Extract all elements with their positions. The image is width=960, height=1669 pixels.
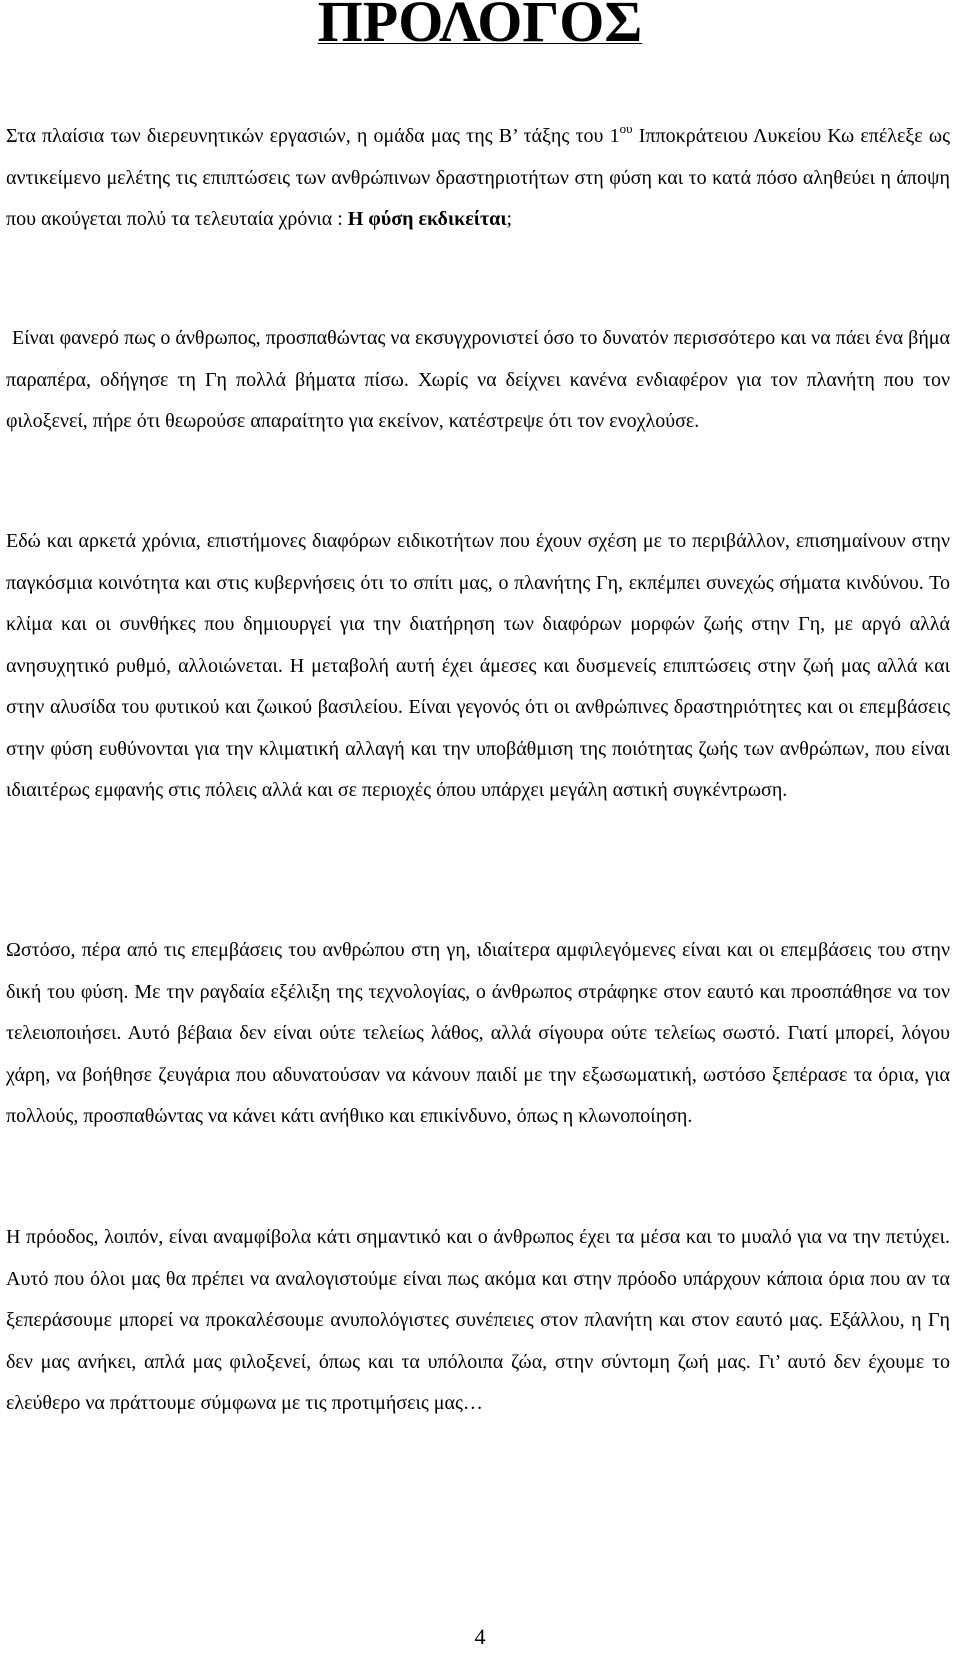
paragraph-intro bbox=[6, 116, 950, 241]
paragraph-intro-bold-question: Η φύση εκδικείται bbox=[347, 208, 507, 230]
paragraph-intro-end: ; bbox=[506, 208, 513, 230]
paragraph-human-impact bbox=[6, 318, 950, 443]
paragraph-human-nature: Ωστόσο, πέρα από τις επεμβάσεις του ανθρώπου στη γη, ιδιαίτερα αμφιλεγόμενες είναι και οι επεμβάσεις του στην δική του φύση. Με την ραγδαία εξέλιξη της τεχνολογίας, ο άνθρωπος στράφηκε στον εαυτό και προσπάθησε να τον τελειοποιήσει. Αυτό βέβαια δεν είναι ούτε τελείως λάθος, αλλά σίγουρα ούτε τελείως σωστό. Γιατί μπορεί, λόγου χάρη, να βοήθησε ζευγάρια που αδυνατούσαν να κάνουν παιδί με την εξωσωματική, ωστόσο ξεπέρασε τα όρια, για πολλούς, προσπαθώντας να κάνει κάτι ανήθικο και επικίνδυνο, όπως η κλωνοποίηση. bbox=[6, 939, 950, 1127]
page-title bbox=[0, 0, 960, 44]
paragraph-conclusion: Η πρόοδος, λοιπόν, είναι αναμφίβολα κάτι σημαντικό και ο άνθρωπος έχει τα μέσα και το μυαλό για να την πετύχει. Αυτό που όλοι μας θα πρέπει να αναλογιστούμε είναι πως ακόμα και στην πρόοδο υπάρχουν κάποια όρια που αν τα ξεπεράσουμε μπορεί να προκαλέσουμε ανυπολόγιστες συνέπειες στον πλανήτη και στον εαυτό μας. Εξάλλου, η Γη δεν μας ανήκει, απλά μας φιλοξενεί, όπως και τα υπόλοιπα ζώα, στην σύντομη ζωή μας. Γι’ αυτό δεν έχουμε το ελεύθερο να πράττουμε σύμφωνα με τις προτιμήσεις μας… bbox=[6, 1226, 950, 1414]
paragraph-human-impact-text: Είναι φανερό πως ο άνθρωπος, προσπαθώντας να εκσυγχρονιστεί όσο το δυνατόν περισσότερο και να πάει ένα βήμα παραπέρα, οδήγησε τη Γη πολλά βήματα πίσω. Χωρίς να δείχνει κανένα ενδιαφέρον για τον πλανήτη που τον φιλοξενεί, πήρε ότι θεωρούσε απαραίτητο για εκείνον, κατέστρεψε ότι τον ενοχλούσε. bbox=[6, 327, 950, 432]
ordinal-superscript: ου bbox=[619, 121, 633, 136]
paragraph-intro-text-1: Στα πλαίσια των διερευνητικών εργασιών, η ομάδα μας της Β’ τάξης του 1 bbox=[6, 125, 620, 147]
paragraph-scientists-warning: Εδώ και αρκετά χρόνια, επιστήμονες διαφόρων ειδικοτήτων που έχουν σχέση με το περιβάλλον, επισημαίνουν στην παγκόσμια κοινότητα και στις κυβερνήσεις ότι το σπίτι μας, ο πλανήτης Γη, εκπέμπει συνεχώς σήματα κινδύνου. Το κλίμα και οι συνθήκες που δημιουργεί για την διατήρηση των διαφόρων μορφών ζωής στην Γη, με αργό αλλά ανησυχητικό ρυθμό, αλλοιώνεται. Η μεταβολή αυτή έχει άμεσες και δυσμενείς επιπτώσεις στην ζωή μας αλλά και στην αλυσίδα του φυτικού και ζωικού βασιλείου. Είναι γεγονός ότι οι ανθρώπινες δραστηριότητες και οι επεμβάσεις στην φύση ευθύνονται για την κλιματική αλλαγή και την υποβάθμιση της ποιότητας ζωής των ανθρώπων, που είναι ιδιαιτέρως εμφανής στις πόλεις αλλά και σε περιοχές όπου υπάρχει μεγάλη αστική συγκέντρωση. bbox=[6, 530, 950, 801]
paragraph-intro-text-2: Ιπποκράτειου Λυκείου Κω επέλεξε ως αντικείμενο μελέτης τις επιπτώσεις των ανθρώπινων δραστηριοτήτων στη φύση και το κατά πόσο αληθεύει η άποψη που ακούγεται πολύ τα τελευταία χρόνια : bbox=[6, 125, 950, 230]
page-title-text: ΠΡΟΛΟΓΟΣ bbox=[317, 0, 643, 44]
page-number: 4 bbox=[474, 1624, 486, 1649]
